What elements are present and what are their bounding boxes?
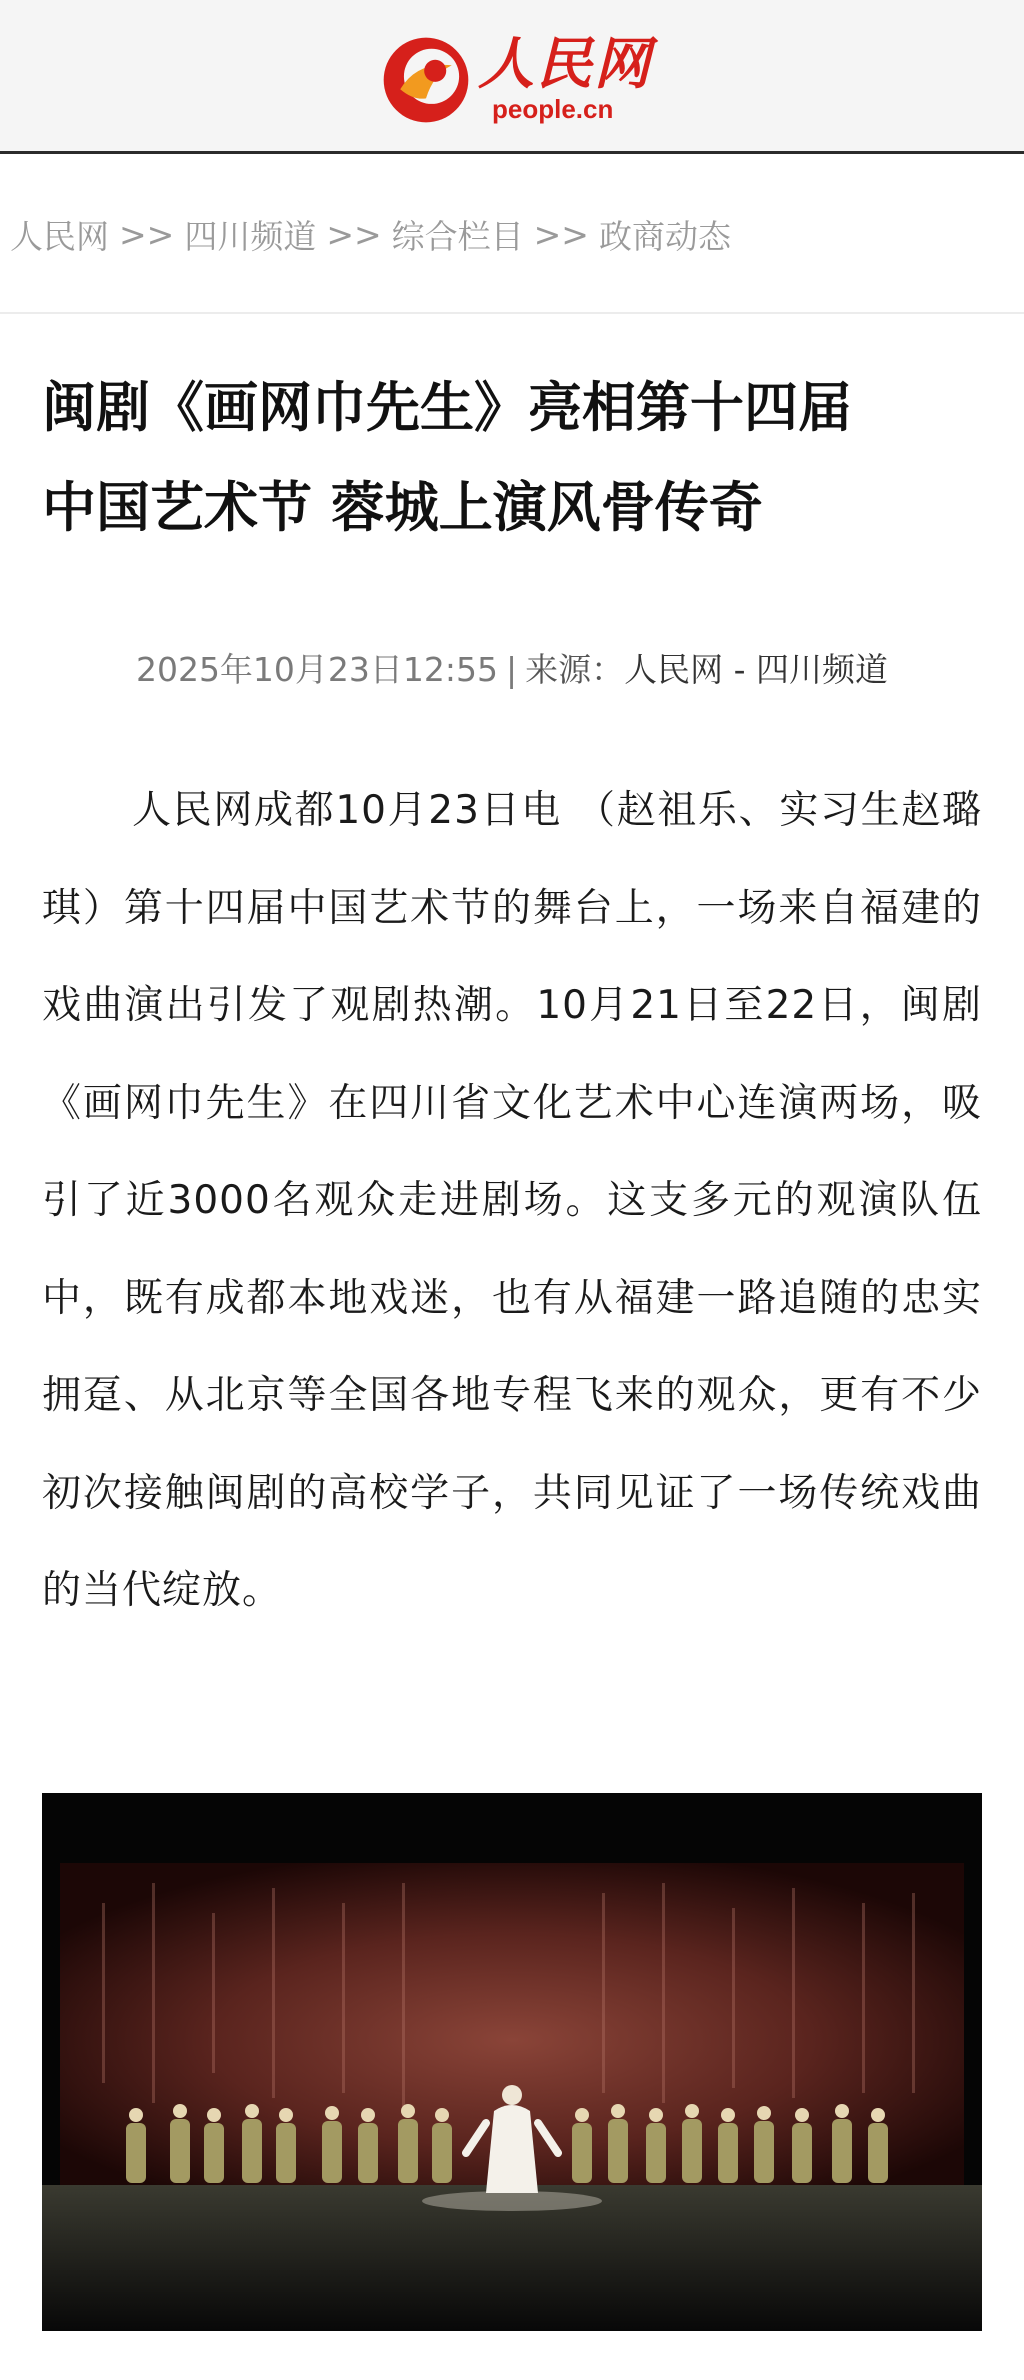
meta-divider: | (506, 650, 518, 689)
article-paragraph: 人民网成都10月23日电 （赵祖乐、实习生赵璐琪）第十四届中国艺术节的舞台上，一场来自福建的戏曲演出引发了观剧热潮。10月21日至22日，闽剧《画网巾先生》在四川省文化艺术中心连演两场，吸引了近3000名观众走进剧场。这支多元的观演队伍中，既有成都本地戏迷，也有从福建一路追随的忠实拥趸、从北京等全国各地专程飞来的观众，更有不少初次接触闽剧的高校学子，共同见证了一场传统戏曲的当代绽放。 (42, 788, 982, 1613)
breadcrumb-separator: >> (119, 214, 175, 254)
logo-text-cn: 人民网 (478, 31, 652, 97)
publish-datetime: 2025年10月23日12:55 (135, 650, 499, 689)
logo-text-en: people.cn (492, 94, 614, 124)
stage-scene (42, 1793, 982, 2331)
source-label: 来源： (525, 650, 625, 689)
breadcrumb-separator: >> (533, 214, 589, 254)
article-meta (0, 640, 1024, 700)
stage-photo[interactable] (42, 1793, 982, 2331)
site-header (0, 0, 1024, 154)
breadcrumb-item-people[interactable]: 人民网 (10, 216, 109, 256)
source-link[interactable]: 人民网 - 四川频道 (624, 650, 889, 689)
people-cn-logo[interactable] (380, 28, 650, 128)
article-title-line-2: 中国艺术节 蓉城上演风骨传奇 (42, 476, 763, 539)
breadcrumb (0, 156, 1024, 314)
article-title (42, 358, 992, 558)
article-title-line-1: 闽剧《画网巾先生》亮相第十四届 (42, 376, 852, 439)
people-logo-icon (380, 34, 472, 126)
breadcrumb-item-business[interactable]: 政商动态 (598, 216, 731, 256)
breadcrumb-separator: >> (326, 214, 382, 254)
breadcrumb-item-sichuan[interactable]: 四川频道 (184, 216, 317, 256)
breadcrumb-item-general[interactable]: 综合栏目 (391, 216, 524, 256)
